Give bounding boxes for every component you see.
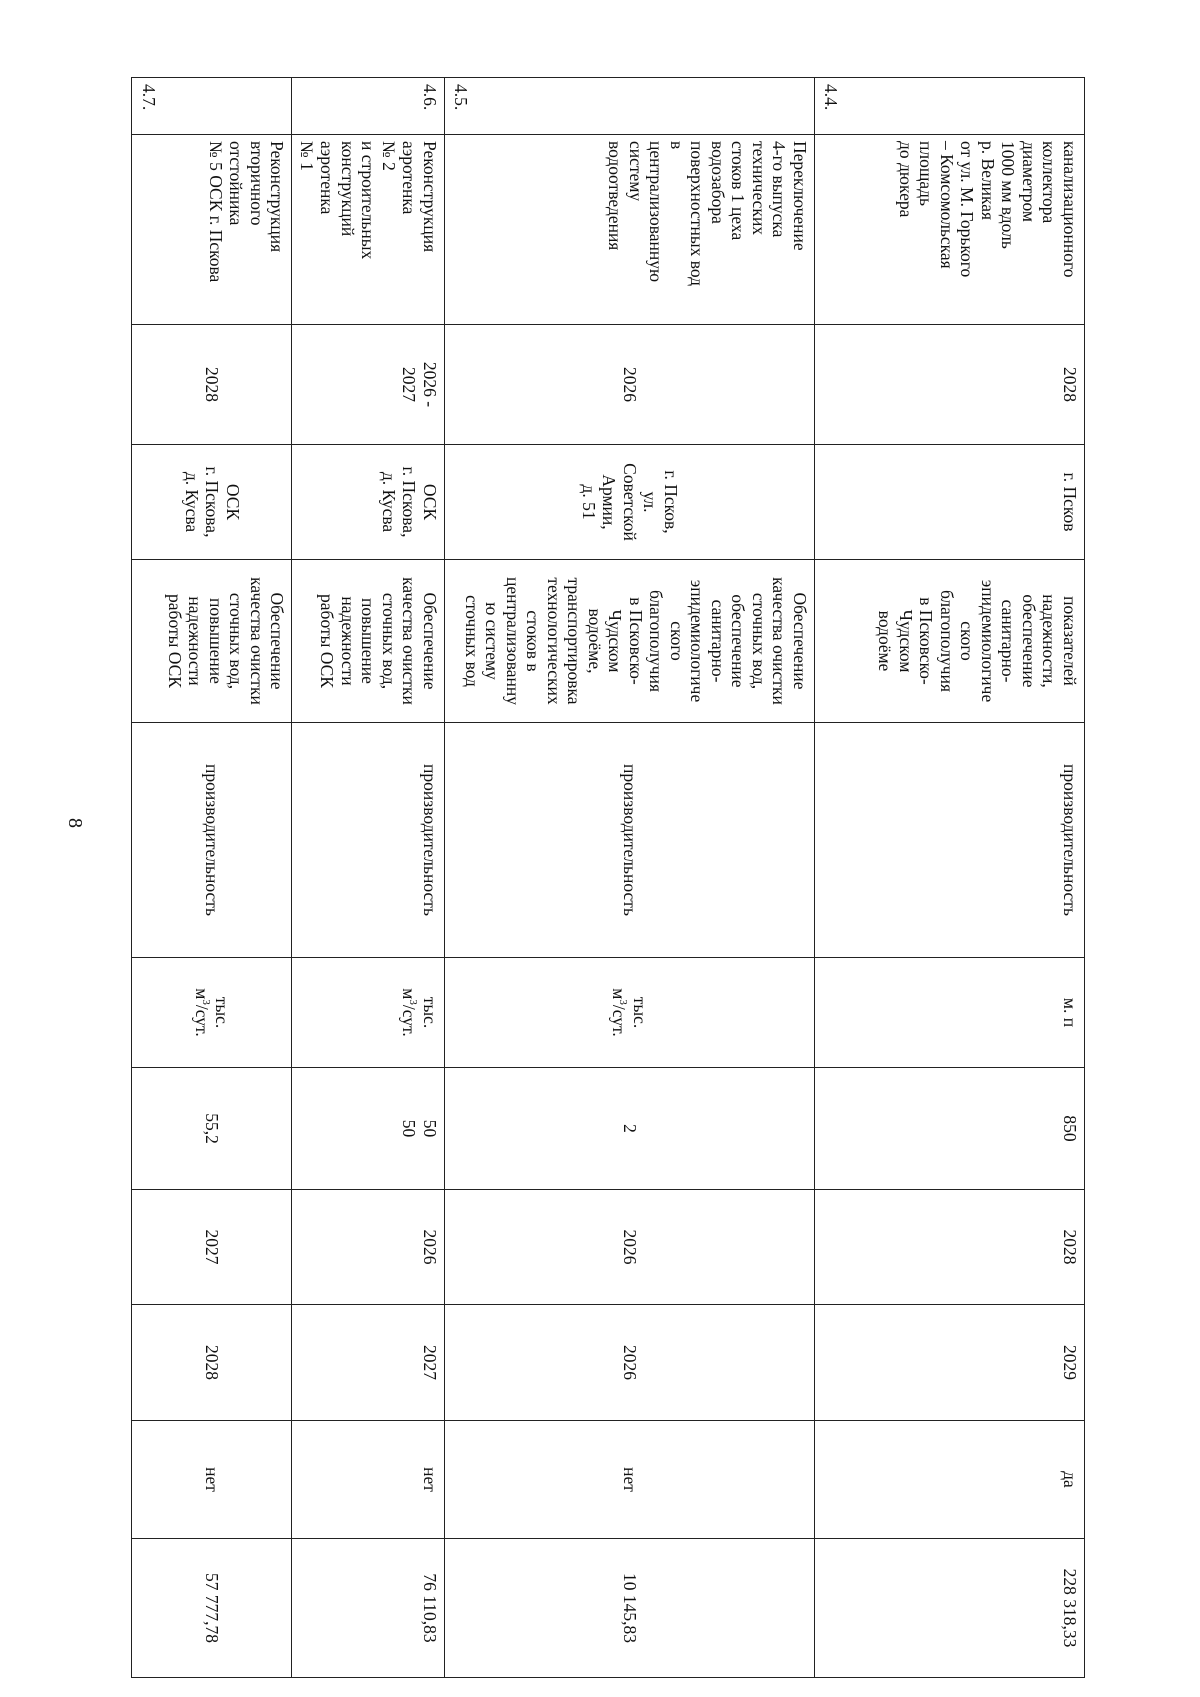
unit	[445, 958, 815, 1068]
start-year: 2028	[815, 1190, 1085, 1305]
location: ОСК г. Пскова, д. Кусва	[132, 445, 292, 560]
unit-main: тыс.	[420, 996, 440, 1029]
indicator-name: производительность	[292, 723, 445, 958]
flag-value: нет	[445, 1421, 815, 1539]
cost-value: 228 318,33	[815, 1539, 1085, 1678]
cost-value: 76 110,83	[292, 1539, 445, 1678]
unit	[132, 958, 292, 1068]
flag-value: нет	[132, 1421, 292, 1539]
table-row	[132, 78, 292, 1678]
cost-value: 57 777,78	[132, 1539, 292, 1678]
end-year: 2026	[445, 1305, 815, 1421]
row-number: 4.4.	[815, 78, 1085, 135]
row-number: 4.7.	[132, 78, 292, 135]
project-purpose: Обеспечение качества очистки сточных вод, повышение надежности работы ОСК	[292, 560, 445, 723]
project-purpose: Обеспечение качества очистки сточных вод, обеспечение санитарно- эпидемиологиче ского благополучия в Псковско- Чудском водоёме, транспортировка технологических стоков в централизованну ю систему сточных вод	[445, 560, 815, 723]
unit-main: тыс.	[630, 996, 650, 1029]
unit-sup: 3	[407, 999, 420, 1005]
indicator-value: 55,2	[132, 1068, 292, 1190]
implementation-year: 2026	[445, 325, 815, 445]
location: г. Псков	[815, 445, 1085, 560]
flag-value: нет	[292, 1421, 445, 1539]
unit: м. п	[815, 958, 1085, 1068]
indicator-name: производительность	[132, 723, 292, 958]
rotated-table-container	[135, 77, 1085, 1648]
cost-value: 10 145,83	[445, 1539, 815, 1678]
table-row	[292, 78, 445, 1678]
unit-main: тыс.	[212, 996, 233, 1029]
unit-sub: м	[609, 988, 630, 1000]
start-year: 2026	[292, 1190, 445, 1305]
project-purpose: показателей надежности, обеспечение санитарно- эпидемиологиче ского благополучия в Псковско- Чудском водоёме	[815, 560, 1085, 723]
unit-sup: 3	[617, 999, 630, 1005]
investment-table	[132, 77, 1086, 1678]
indicator-value: 50 50	[292, 1068, 445, 1190]
indicator-name: производительность	[815, 723, 1085, 958]
unit-sub: м	[192, 988, 212, 1000]
unit	[292, 958, 445, 1068]
flag-value: да	[815, 1421, 1085, 1539]
end-year: 2029	[815, 1305, 1085, 1421]
project-purpose: Обеспечение качества очистки сточных вод, повышение надежности работы ОСК	[132, 560, 292, 723]
project-name: канализационного коллектора диаметром 1000 мм вдоль р. Великая от ул. М. Горького – Комсомольская площадь до дюкера	[815, 135, 1085, 325]
implementation-year: 2026 - 2027	[292, 325, 445, 445]
unit-sup: 3	[199, 999, 212, 1005]
start-year: 2026	[445, 1190, 815, 1305]
table-row	[445, 78, 815, 1678]
indicator-value: 2	[445, 1068, 815, 1190]
indicator-name: производительность	[445, 723, 815, 958]
indicator-value: 850	[815, 1068, 1085, 1190]
unit-tail: /сут.	[609, 1004, 630, 1037]
row-number: 4.6.	[292, 78, 445, 135]
implementation-year: 2028	[815, 325, 1085, 445]
project-name: Реконструкция аэротенка № 2 и строительных конструкций аэротенка № 1	[292, 135, 445, 325]
table-row	[815, 78, 1085, 1678]
unit-sub: м	[399, 988, 420, 1000]
end-year: 2027	[292, 1305, 445, 1421]
project-name: Переключение 4-го выпуска технических стоков 1 цеха водозабора поверхностных вод в централизованную систему водоотведения	[445, 135, 815, 325]
unit-tail: /сут.	[192, 1004, 212, 1037]
unit-tail: /сут.	[399, 1004, 420, 1037]
start-year: 2027	[132, 1190, 292, 1305]
row-number: 4.5.	[445, 78, 815, 135]
implementation-year: 2028	[132, 325, 292, 445]
project-name: Реконструкция вторичного отстойника № 5 ОСК г. Пскова	[132, 135, 292, 325]
end-year: 2028	[132, 1305, 292, 1421]
location: г. Псков, ул. Советской Армии, д. 51	[445, 445, 815, 560]
page-number: 8	[64, 818, 86, 828]
location: ОСК г. Пскова, д. Кусва	[292, 445, 445, 560]
